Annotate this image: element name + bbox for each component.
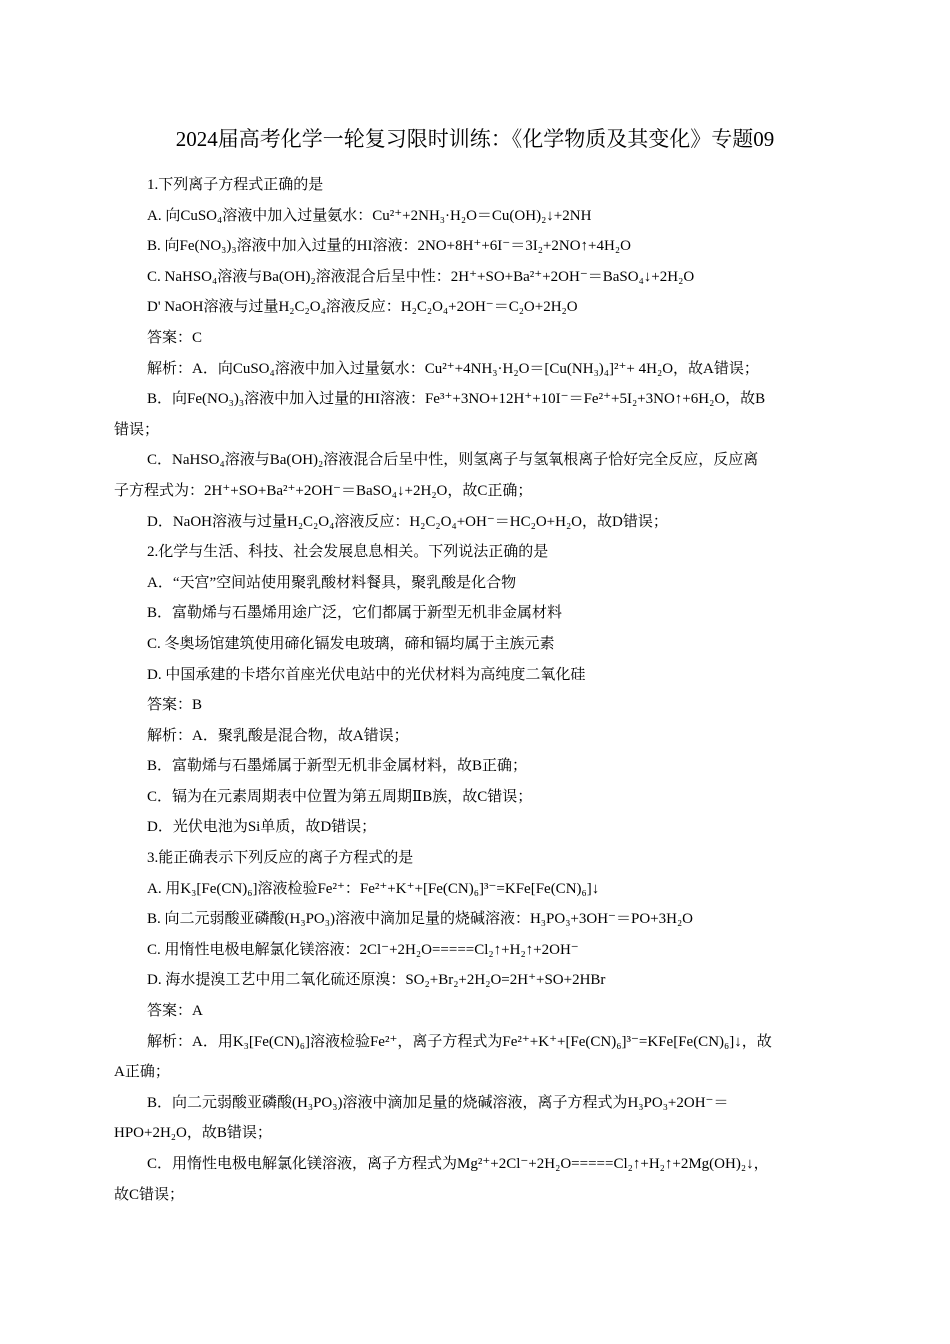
- text-line: 答案：B: [147, 697, 203, 714]
- text-line: D. 中国承建的卡塔尔首座光伏电站中的光伏材料为高纯度二氧化硅: [147, 666, 586, 683]
- text-line: D．光伏电池为Si单质，故D错误；: [147, 819, 377, 836]
- text-line: C. 冬奥场馆建筑使用碲化镉发电玻璃，碲和镉均属于主族元素: [147, 635, 555, 652]
- text-line: A．“天宫”空间站使用聚乳酸材料餐具，聚乳酸是化合物: [147, 574, 517, 591]
- text-line: A. 向CuSO₄溶液中加入过量氨水：Cu²⁺+2NH₃·H₂O＝Cu(OH)₂↓+2NH: [147, 207, 592, 224]
- text-line: B．富勒烯与石墨烯属于新型无机非金属材料，故B正确；: [147, 758, 528, 775]
- text-line: B．向Fe(NO₃)₃溶液中加入过量的HI溶液：Fe³⁺+3NO+12H⁺+10I⁻＝Fe²⁺+5I₂+3NO↑+6H₂O，故B: [147, 391, 766, 408]
- text-line: HPO+2H₂O，故B错误；: [114, 1125, 272, 1142]
- text-line: 1.下列离子方程式正确的是: [147, 177, 324, 193]
- text-line: 子方程式为：2H⁺+SO+Ba²⁺+2OH⁻＝BaSO₄↓+2H₂O，故C正确；: [114, 482, 533, 499]
- text-line: D. 海水提溴工艺中用二氧化硫还原溴：SO₂+Br₂+2H₂O=2H⁺+SO+2HBr: [147, 972, 606, 989]
- text-line: 答案：C: [147, 329, 203, 346]
- text-line: 3.能正确表示下列反应的离子方程式的是: [147, 850, 414, 867]
- text-line: A. 用K₃[Fe(CN)₆]溶液检验Fe²⁺：Fe²⁺+K⁺+[Fe(CN)₆]³⁻=KFe[Fe(CN)₆]↓: [147, 880, 600, 897]
- text-line: B．向二元弱酸亚磷酸(H₃PO₃)溶液中滴加足量的烧碱溶液，离子方程式为H₃PO₃+2OH⁻＝: [147, 1094, 729, 1111]
- text-line: C. NaHSO₄溶液与Ba(OH)₂溶液混合后呈中性：2H⁺+SO+Ba²⁺+2OH⁻＝BaSO₄↓+2H₂O: [147, 268, 695, 285]
- text-line: C．NaHSO₄溶液与Ba(OH)₂溶液混合后呈中性，则氢离子与氢氧根离子恰好完全反应，反应离: [147, 452, 759, 469]
- text-line: C．镉为在元素周期表中位置为第五周期ⅡB族，故C错误；: [147, 788, 533, 805]
- text-line: C．用惰性电极电解氯化镁溶液，离子方程式为Mg²⁺+2Cl⁻+2H₂O=====Cl₂↑+H₂↑+2Mg(OH)₂↓，: [147, 1156, 769, 1172]
- text-line: B. 向Fe(NO₃)₃溶液中加入过量的HI溶液：2NO+8H⁺+6I⁻＝3I₂+2NO↑+4H₂O: [147, 238, 631, 255]
- text-line: 故C错误；: [114, 1186, 185, 1203]
- text-line: B. 向二元弱酸亚磷酸(H₃PO₃)溶液中滴加足量的烧碱溶液：H₃PO₃+3OH⁻＝PO+3H₂O: [147, 911, 694, 928]
- text-line: D．NaOH溶液与过量H₂C₂O₄溶液反应：H₂C₂O₄+OH⁻＝HC₂O+H₂O，故D错误；: [147, 513, 668, 530]
- text-line: 错误；: [114, 421, 160, 438]
- text-line: B．富勒烯与石墨烯用途广泛，它们都属于新型无机非金属材料: [147, 605, 563, 622]
- text-line: 解析：A．聚乳酸是混合物，故A错误；: [147, 727, 409, 744]
- text-line: C. 用惰性电极电解氯化镁溶液：2Cl⁻+2H₂O=====Cl₂↑+H₂↑+2OH⁻: [147, 941, 579, 958]
- text-line: 解析：A．用K₃[Fe(CN)₆]溶液检验Fe²⁺，离子方程式为Fe²⁺+K⁺+[Fe(CN)₆]³⁻=KFe[Fe(CN)₆]↓，故: [147, 1033, 772, 1050]
- text-line: 2.化学与生活、科技、社会发展息息相关。下列说法正确的是: [147, 544, 549, 561]
- text-line: D' NaOH溶液与过量H₂C₂O₄溶液反应：H₂C₂O₄+2OH⁻＝C₂O+2H₂O: [147, 299, 578, 316]
- document-body: [114, 170, 836, 1210]
- text-line: 答案：A: [147, 1003, 203, 1020]
- text-line: A正确；: [114, 1064, 170, 1081]
- page-title: 2024届高考化学一轮复习限时训练：《化学物质及其变化》专题09: [175, 127, 775, 151]
- text-line: 解析：A．向CuSO₄溶液中加入过量氨水：Cu²⁺+4NH₃·H₂O＝[Cu(NH₃)₄]²⁺+ 4H₂O，故A错误；: [147, 360, 759, 377]
